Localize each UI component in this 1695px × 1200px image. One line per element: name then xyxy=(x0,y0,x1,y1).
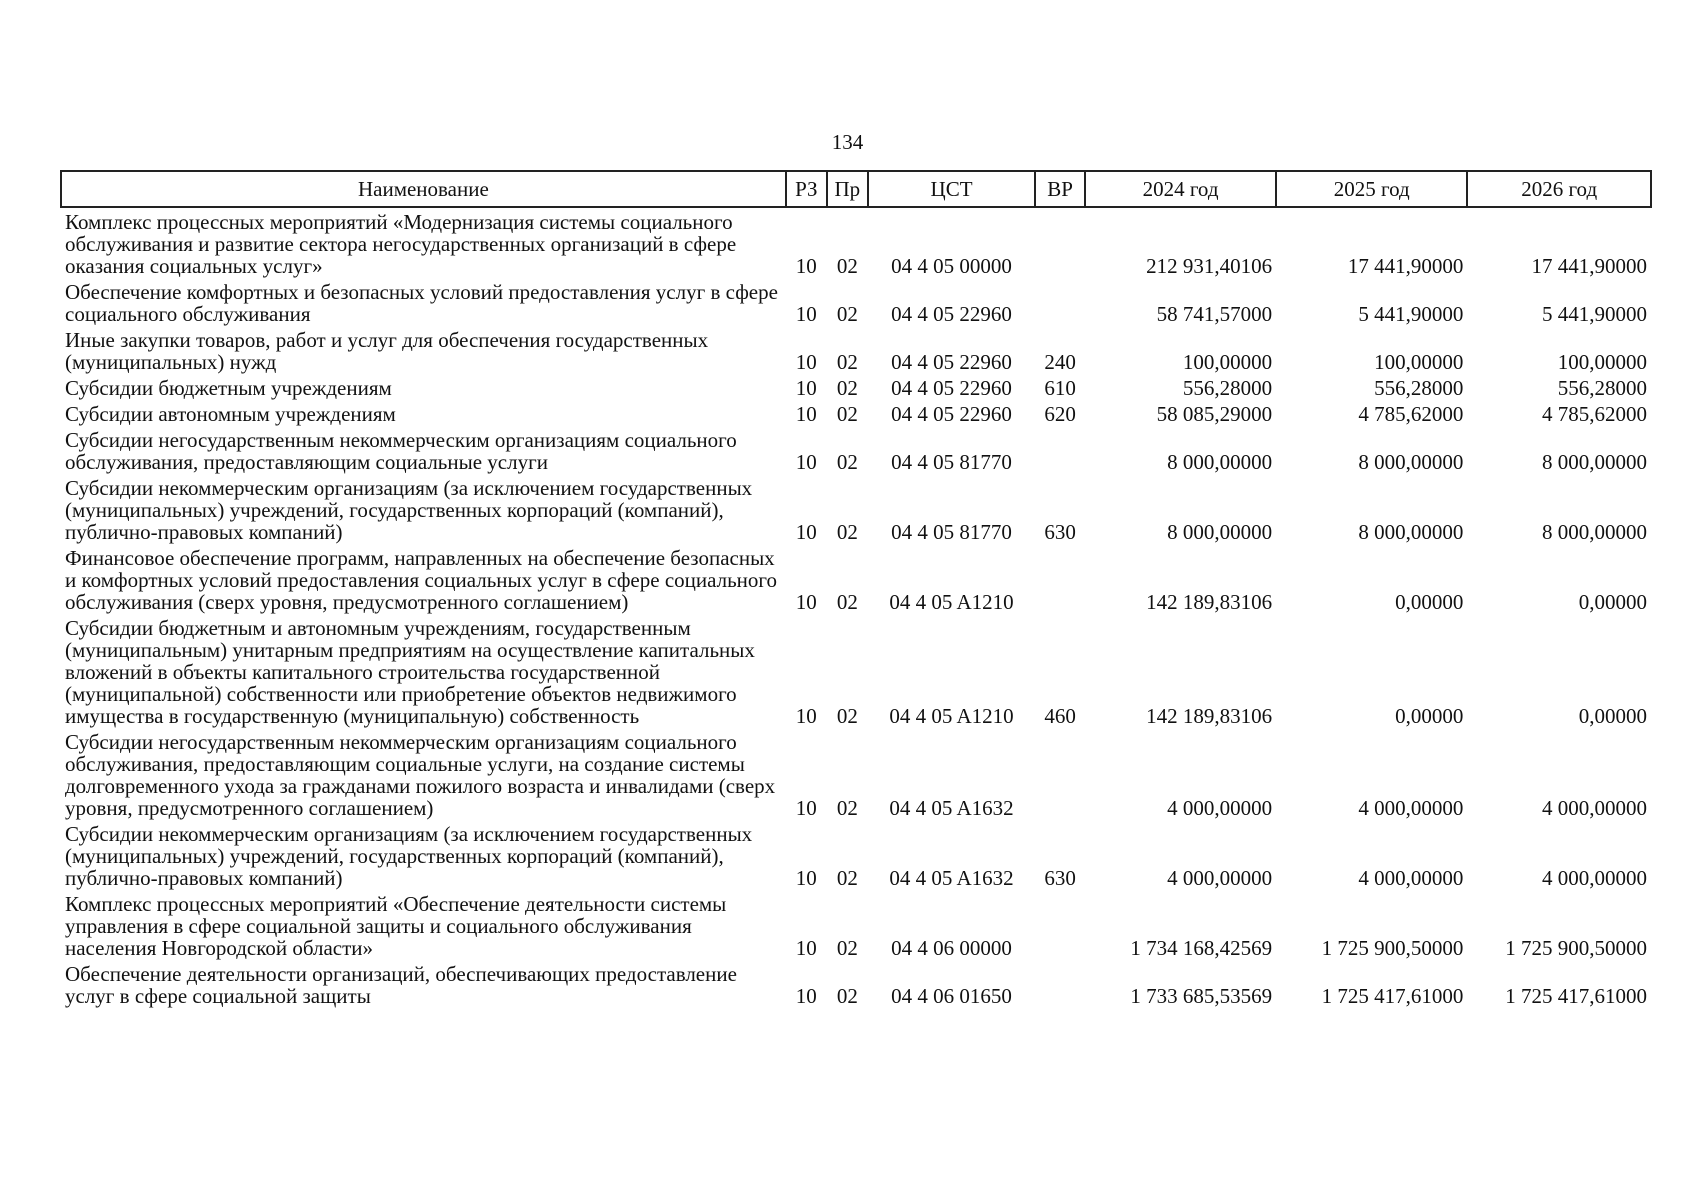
cell-pr: 02 xyxy=(836,520,858,544)
cell-rz: 10 xyxy=(795,254,817,278)
cell-pr: 02 xyxy=(836,376,858,400)
cell-pr: 02 xyxy=(836,796,858,820)
cell-vr xyxy=(1035,207,1085,278)
table-row xyxy=(61,278,1651,326)
cell-pr: 02 xyxy=(836,866,858,890)
cell-rz: 10 xyxy=(795,704,817,728)
cell-vr: 620 xyxy=(1044,402,1076,426)
cell-rz: 10 xyxy=(795,590,817,614)
cell-2024: 212 931,40106 xyxy=(1146,254,1273,278)
cell-2026: 556,28000 xyxy=(1557,376,1647,400)
cell-cst: 04 4 05 22960 xyxy=(891,302,1012,326)
cell-name: Комплекс процессных мероприятий «Модернизация системы социального обслуживания и развитие сектора негосударственных организаций в сфере оказания социальных услуг» xyxy=(65,210,737,278)
cell-2025: 8 000,00000 xyxy=(1358,520,1464,544)
cell-name: Иные закупки товаров, работ и услуг для обеспечения государственных (муниципальных) нужд xyxy=(65,328,709,374)
cell-pr: 02 xyxy=(836,254,858,278)
cell-2025: 1 725 900,50000 xyxy=(1321,936,1464,960)
cell-pr: 02 xyxy=(836,936,858,960)
cell-2025: 8 000,00000 xyxy=(1358,450,1464,474)
cell-cst: 04 4 05 00000 xyxy=(891,254,1012,278)
cell-pr: 02 xyxy=(836,350,858,374)
cell-2025: 100,00000 xyxy=(1374,350,1464,374)
cell-2025: 4 000,00000 xyxy=(1358,866,1464,890)
cell-vr: 610 xyxy=(1044,376,1076,400)
table-row xyxy=(61,326,1651,374)
cell-2025: 0,00000 xyxy=(1395,590,1464,614)
cell-pr: 02 xyxy=(836,590,858,614)
cell-2024: 1 733 685,53569 xyxy=(1130,984,1273,1008)
cell-2024: 556,28000 xyxy=(1182,376,1273,400)
cell-2024: 1 734 168,42569 xyxy=(1130,936,1273,960)
cell-2025: 5 441,90000 xyxy=(1358,302,1464,326)
cell-2026: 5 441,90000 xyxy=(1542,302,1647,326)
cell-rz: 10 xyxy=(795,796,817,820)
cell-cst: 04 4 05 81770 xyxy=(891,520,1012,544)
cell-vr: 240 xyxy=(1044,350,1076,374)
cell-name: Субсидии бюджетным и автономным учреждениям, государственным (муниципальным) унитарным предприятиям на осуществление капитальных вложений в объекты капитального строительства государственной (муниципальной) собственности или приобретение объектов недвижимого имущества в государственную (муниципальную) собственность xyxy=(65,616,755,728)
column-header-2025: 2025 год xyxy=(1276,171,1467,207)
cell-cst: 04 4 05 22960 xyxy=(891,376,1012,400)
cell-2026: 17 441,90000 xyxy=(1531,254,1647,278)
cell-cst: 04 4 05 A1210 xyxy=(889,704,1014,728)
column-header-2024: 2024 год xyxy=(1085,171,1276,207)
cell-pr: 02 xyxy=(836,302,858,326)
table-row xyxy=(61,207,1651,278)
cell-2025: 17 441,90000 xyxy=(1347,254,1464,278)
cell-name: Субсидии негосударственным некоммерческим организациям социального обслуживания, предоставляющим социальные услуги, на создание системы долговременного ухода за гражданами пожилого возраста и инвалидами (сверх уровня, предусмотренного соглашением) xyxy=(65,730,776,820)
cell-2026: 100,00000 xyxy=(1557,350,1647,374)
column-header-name: Наименование xyxy=(61,171,786,207)
cell-2025: 1 725 417,61000 xyxy=(1321,984,1464,1008)
table-row xyxy=(61,374,1651,400)
cell-name: Комплекс процессных мероприятий «Обеспечение деятельности системы управления в сфере социальной защиты и социального обслуживания населения Новгородской области» xyxy=(65,892,727,960)
budget-table xyxy=(60,170,1652,1008)
cell-2024: 58 085,29000 xyxy=(1156,402,1273,426)
cell-name: Субсидии негосударственным некоммерческим организациям социального обслуживания, предоставляющим социальные услуги xyxy=(65,428,737,474)
cell-2024: 8 000,00000 xyxy=(1167,450,1273,474)
cell-2026: 1 725 417,61000 xyxy=(1505,984,1647,1008)
cell-name: Субсидии некоммерческим организациям (за исключением государственных (муниципальных) учреждений, государственных корпораций (компаний), публично-правовых компаний) xyxy=(65,822,753,890)
cell-2024: 8 000,00000 xyxy=(1167,520,1273,544)
table-row xyxy=(61,474,1651,544)
cell-2026: 8 000,00000 xyxy=(1542,520,1647,544)
table-row xyxy=(61,890,1651,960)
table-row xyxy=(61,960,1651,1008)
cell-rz: 10 xyxy=(795,350,817,374)
cell-2025: 556,28000 xyxy=(1374,376,1464,400)
cell-vr: 630 xyxy=(1044,866,1076,890)
cell-cst: 04 4 05 A1632 xyxy=(889,866,1014,890)
cell-2024: 142 189,83106 xyxy=(1146,590,1273,614)
cell-name: Обеспечение комфортных и безопасных условий предоставления услуг в сфере социального обслуживания xyxy=(65,280,778,326)
cell-name: Субсидии бюджетным учреждениям xyxy=(65,376,392,400)
cell-rz: 10 xyxy=(795,866,817,890)
cell-2026: 4 785,62000 xyxy=(1542,402,1647,426)
cell-name: Субсидии некоммерческим организациям (за исключением государственных (муниципальных) учреждений, государственных корпораций (компаний), публично-правовых компаний) xyxy=(65,476,753,544)
cell-2025: 0,00000 xyxy=(1395,704,1464,728)
cell-2024: 4 000,00000 xyxy=(1167,796,1273,820)
cell-cst: 04 4 05 A1210 xyxy=(889,590,1014,614)
cell-2026: 0,00000 xyxy=(1578,704,1647,728)
cell-2025: 4 000,00000 xyxy=(1358,796,1464,820)
cell-2026: 1 725 900,50000 xyxy=(1505,936,1647,960)
cell-vr: 460 xyxy=(1044,704,1076,728)
cell-cst: 04 4 06 00000 xyxy=(891,936,1012,960)
cell-2024: 100,00000 xyxy=(1182,350,1273,374)
table-row xyxy=(61,728,1651,820)
cell-vr xyxy=(1035,960,1085,1008)
column-header-vr: ВР xyxy=(1035,171,1085,207)
cell-name: Субсидии автономным учреждениям xyxy=(65,402,396,426)
column-header-rz: РЗ xyxy=(786,171,827,207)
table-row xyxy=(61,544,1651,614)
cell-vr xyxy=(1035,728,1085,820)
cell-2026: 4 000,00000 xyxy=(1542,796,1647,820)
cell-2025: 4 785,62000 xyxy=(1358,402,1464,426)
cell-rz: 10 xyxy=(795,402,817,426)
cell-cst: 04 4 05 81770 xyxy=(891,450,1012,474)
cell-rz: 10 xyxy=(795,450,817,474)
cell-rz: 10 xyxy=(795,376,817,400)
cell-cst: 04 4 06 01650 xyxy=(891,984,1012,1008)
cell-vr: 630 xyxy=(1044,520,1076,544)
table-row xyxy=(61,820,1651,890)
cell-cst: 04 4 05 22960 xyxy=(891,350,1012,374)
table-header-row xyxy=(61,171,1651,207)
cell-vr xyxy=(1035,426,1085,474)
cell-name: Обеспечение деятельности организаций, обеспечивающих предоставление услуг в сфере социальной защиты xyxy=(65,962,737,1008)
cell-rz: 10 xyxy=(795,984,817,1008)
cell-2024: 58 741,57000 xyxy=(1156,302,1273,326)
cell-2024: 142 189,83106 xyxy=(1146,704,1273,728)
cell-2026: 4 000,00000 xyxy=(1542,866,1647,890)
cell-rz: 10 xyxy=(795,936,817,960)
cell-2026: 0,00000 xyxy=(1578,590,1647,614)
table-row xyxy=(61,614,1651,728)
cell-vr xyxy=(1035,278,1085,326)
table-body xyxy=(61,207,1651,1008)
cell-vr xyxy=(1035,544,1085,614)
cell-rz: 10 xyxy=(795,520,817,544)
cell-pr: 02 xyxy=(836,704,858,728)
column-header-2026: 2026 год xyxy=(1467,171,1651,207)
cell-2026: 8 000,00000 xyxy=(1542,450,1647,474)
cell-vr xyxy=(1035,890,1085,960)
page-number: 134 xyxy=(831,130,864,154)
cell-2024: 4 000,00000 xyxy=(1167,866,1273,890)
cell-pr: 02 xyxy=(836,984,858,1008)
cell-pr: 02 xyxy=(836,402,858,426)
column-header-pr: Пр xyxy=(827,171,868,207)
cell-cst: 04 4 05 A1632 xyxy=(889,796,1014,820)
table-row xyxy=(61,400,1651,426)
cell-pr: 02 xyxy=(836,450,858,474)
column-header-cst: ЦСТ xyxy=(868,171,1035,207)
cell-cst: 04 4 05 22960 xyxy=(891,402,1012,426)
table-row xyxy=(61,426,1651,474)
cell-name: Финансовое обеспечение программ, направленных на обеспечение безопасных и комфортных условий предоставления социальных услуг в сфере социального обслуживания (сверх уровня, предусмотренного соглашением) xyxy=(65,546,778,614)
cell-rz: 10 xyxy=(795,302,817,326)
